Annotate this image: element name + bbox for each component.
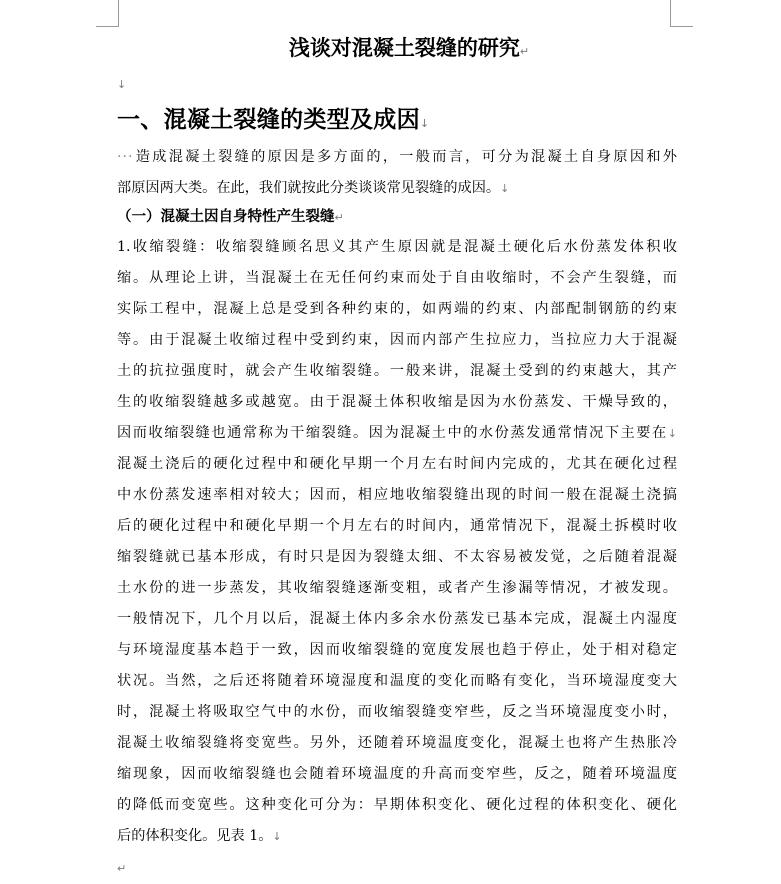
empty-paragraph[interactable]	[117, 68, 677, 98]
line-break-mark: ↓	[272, 830, 282, 843]
text-line: 后的硬化过程中和硬化早期一个月左右的时间内，通常情况下，混凝土拆模时收	[117, 518, 677, 534]
indent-marks: ···	[117, 149, 134, 165]
heading-level-2[interactable]	[117, 202, 677, 232]
text-line: 缩。从理论上讲，当混凝土在无任何约束而处于自由收缩时，不会产生裂缝，而	[117, 270, 677, 286]
text-line: 缩裂缝就已基本形成，有时只是因为裂缝太细、不太容易被发觉，之后随着混凝	[117, 549, 677, 565]
text-line: 实际工程中，混凝上总是受到各种约束的，如两端的约束、内部配制钢筋的约束	[117, 301, 677, 317]
intro-paragraph[interactable]	[117, 142, 677, 204]
text-line: 时，混凝土将吸取空气中的水份，而收缩裂缝变窄些，反之当环境湿度变小时，	[117, 704, 677, 720]
text-line: ···造成混凝土裂缝的原因是多方面的，一般而言，可分为混凝土自身原因和外	[117, 149, 677, 165]
line-break-mark: ↓	[500, 182, 510, 195]
title-text: 浅谈对混凝土裂缝的研究	[288, 35, 520, 60]
text-line: 一般情况下，几个月以后，混凝土体内多余水份蒸发已基本完成，混凝土内湿度	[117, 611, 677, 627]
line-break-mark: ↓	[419, 117, 430, 130]
heading-1-text: 一、混凝土裂缝的类型及成因	[117, 106, 420, 133]
text-line: 生的收缩裂缝越多或越宽。由于混凝土体积收缩是因为水份蒸发、干燥导致的，	[117, 394, 677, 410]
text-line: 1.收缩裂缝：收缩裂缝顾名思义其产生原因就是混凝土硬化后水份蒸发体积收	[117, 239, 677, 255]
text-line: 土的抗拉强度时，就会产生收缩裂缝。一般来讲，混凝土受到的约束越大，其产	[117, 363, 677, 379]
empty-paragraph[interactable]	[117, 852, 677, 882]
text-line: 等。由于混凝土收缩过程中受到约束，因而内部产生拉应力，当拉应力大于混凝	[117, 332, 677, 348]
crop-mark-top-left	[96, 0, 119, 27]
heading-2-text: （一）混凝土因自身特性产生裂缝	[117, 208, 335, 225]
text-line: 后的体积变化。见表 1。↓	[117, 828, 282, 844]
text-line: 因而收缩裂缝也通常称为干缩裂缝。因为混凝土中的水份蒸发通常情况下主要在↓	[117, 425, 677, 441]
text-line: 的降低而变宽些。这种变化可分为：早期体积变化、硬化过程的体积变化、硬化	[117, 797, 677, 813]
document-title[interactable]	[141, 28, 677, 68]
text-line: 与环境湿度基本趋于一致，因而收缩裂缝的宽度发展也趋于停止，处于相对稳定	[117, 642, 677, 658]
text-line: 状况。当然，之后还将随着环境湿度和温度的变化而略有变化，当环境湿度变大	[117, 673, 677, 689]
paragraph-mark: ↵	[117, 862, 127, 875]
line-break-mark: ↓	[117, 78, 127, 91]
text-line: 中水份蒸发速率相对较大；因而，相应地收缩裂缝出现的时间一般在混凝土浇搞	[117, 487, 677, 503]
text-line: 土水份的进一步蒸发，其收缩裂缝逐渐变粗，或者产生渗漏等情况，才被发现。	[117, 580, 677, 596]
paragraph-mark: ↵	[519, 45, 530, 58]
crop-mark-top-right	[670, 0, 693, 27]
document-page	[117, 28, 677, 882]
heading-level-1[interactable]	[117, 98, 677, 142]
line-break-mark: ↓	[667, 427, 677, 440]
body-paragraph[interactable]	[117, 232, 677, 852]
text-line: 部原因两大类。在此，我们就按此分类谈谈常见裂缝的成因。↓	[117, 180, 510, 196]
text-line: 混凝土收缩裂缝将变宽些。另外，还随着环境温度变化，混凝土也将产生热胀冷	[117, 735, 677, 751]
text-line: 缩现象，因而收缩裂缝也会随着环境温度的升高而变窄些，反之，随着环境温度	[117, 766, 677, 782]
paragraph-mark: ↵	[334, 211, 344, 224]
text-line: 混凝土浇后的硬化过程中和硬化早期一个月左右时间内完成的，尤其在硬化过程	[117, 456, 677, 472]
